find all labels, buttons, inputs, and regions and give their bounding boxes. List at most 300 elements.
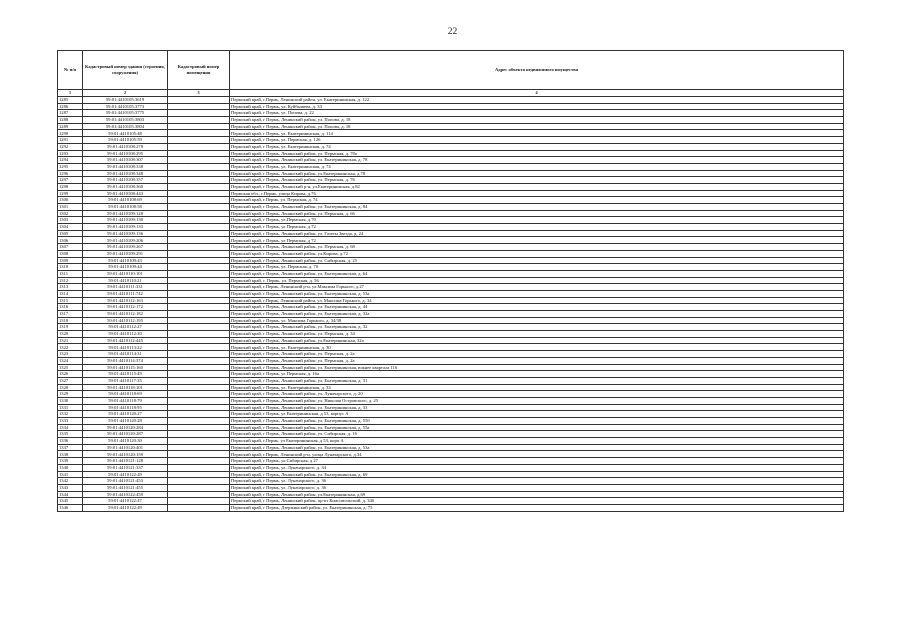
table-row — [58, 264, 844, 271]
address-cell: Пермский край, г Пермь, Ленинский район, пр-кт Комсомольский, д. 34б — [230, 498, 844, 505]
row-number: 1296 — [58, 170, 83, 177]
building-cadastral-number: 59:01:4410122:49 — [83, 471, 168, 478]
building-cadastral-number: 59:01:4410112:182 — [83, 311, 168, 318]
address-cell: Пермский край, г Пермь, ул. Екатерининская, д. 74 — [230, 163, 844, 170]
premises-cadastral-number — [168, 257, 230, 264]
row-number: 1292 — [58, 143, 83, 150]
building-cadastral-number: 59:01:4410120:287 — [83, 431, 168, 438]
property-registry-table — [57, 50, 844, 512]
building-cadastral-number: 59:01:4410105:3803 — [83, 117, 168, 124]
table-row — [58, 418, 844, 425]
address-cell: Пермский край, г Пермь, Ленинский район, ул. Екатерининская, д. 32а — [230, 311, 844, 318]
table-row — [58, 190, 844, 197]
building-cadastral-number: 59:01:4410112:163 — [83, 297, 168, 304]
row-number: 1341 — [58, 471, 83, 478]
table-row — [58, 317, 844, 324]
address-cell: Пермский край, г Пермь, ул Пермская, д. 16а — [230, 371, 844, 378]
premises-cadastral-number — [168, 284, 230, 291]
address-cell: Пермский край, г Пермь, Ленинский район, ул. Пермская, д. 2а — [230, 351, 844, 358]
row-number: 1340 — [58, 464, 83, 471]
address-cell: Пермский край, г.Пермь, Ленинский район, ул. Екатерининская, д. 122 — [230, 97, 844, 104]
table-row — [58, 237, 844, 244]
table-row — [58, 117, 844, 124]
row-number: 1314 — [58, 290, 83, 297]
row-number: 1323 — [58, 351, 83, 358]
table-row — [58, 458, 844, 465]
premises-cadastral-number — [168, 204, 230, 211]
row-number: 1298 — [58, 183, 83, 190]
row-number: 1343 — [58, 484, 83, 491]
premises-cadastral-number — [168, 357, 230, 364]
row-number: 1286 — [58, 103, 83, 110]
row-number: 1336 — [58, 438, 83, 445]
row-number: 1306 — [58, 237, 83, 244]
address-cell: Пермский край, г.Пермь, ул Екатерининская, д 53, корп А — [230, 438, 844, 445]
address-cell: Пермский край, г. Пермь, ул. Пермская, д. 56 — [230, 277, 844, 284]
premises-cadastral-number — [168, 438, 230, 445]
row-number: 1342 — [58, 478, 83, 485]
premises-cadastral-number — [168, 244, 230, 251]
row-number: 1304 — [58, 224, 83, 231]
row-number: 1345 — [58, 498, 83, 505]
row-number: 1287 — [58, 110, 83, 117]
building-cadastral-number: 59:01:4410108:357 — [83, 177, 168, 184]
building-cadastral-number: 59:01:4410110:21 — [83, 277, 168, 284]
building-cadastral-number: 59:01:4410105:3775 — [83, 110, 168, 117]
table-row — [58, 371, 844, 378]
address-cell: Пермский край, г Пермь, Ленинский район, ул.Екатерининская, д.69 — [230, 491, 844, 498]
table-row — [58, 183, 844, 190]
building-cadastral-number: 59:01:4410111:331 — [83, 284, 168, 291]
row-number: 1344 — [58, 491, 83, 498]
building-cadastral-number: 59:01:4410117:35 — [83, 377, 168, 384]
column-number-row — [58, 90, 844, 97]
address-cell: Пермский край, г Пермь, ул. Екатерининская, д. 74 — [230, 143, 844, 150]
table-row — [58, 377, 844, 384]
header-premises-cadastral: Кадастровый номер помещения — [168, 51, 230, 90]
building-cadastral-number: 59:01:4410112:27 — [83, 324, 168, 331]
table-row — [58, 157, 844, 164]
table-row — [58, 424, 844, 431]
building-cadastral-number: 59:01:4410108:443 — [83, 190, 168, 197]
premises-cadastral-number — [168, 471, 230, 478]
table-row — [58, 277, 844, 284]
table-row — [58, 431, 844, 438]
premises-cadastral-number — [168, 384, 230, 391]
address-cell: Пермский край, г Пермь, Ленинский район, ул. Екатерининская, д. 78 — [230, 157, 844, 164]
address-cell: Пермский край, г Пермь, ул. Максима Горького, д. 34/38 — [230, 317, 844, 324]
address-cell: Пермский край, г Пермь, Ленинский район, ул. Сибирская, д. 25 — [230, 257, 844, 264]
building-cadastral-number: 59:01:4410109:136 — [83, 230, 168, 237]
row-number: 1315 — [58, 297, 83, 304]
table-row — [58, 110, 844, 117]
premises-cadastral-number — [168, 157, 230, 164]
building-cadastral-number: 59:01:4410109:128 — [83, 210, 168, 217]
address-cell: Пермский край, г Пермь, ул. Луначарского, д. 36 — [230, 484, 844, 491]
table-row — [58, 397, 844, 404]
premises-cadastral-number — [168, 478, 230, 485]
address-cell: Пермский край, г Пермь, ул. Екатерининская, д. 114 — [230, 130, 844, 137]
premises-cadastral-number — [168, 237, 230, 244]
building-cadastral-number: 59:01:4410112:445 — [83, 337, 168, 344]
row-number: 1330 — [58, 397, 83, 404]
address-cell: Пермский край, г Пермь, Ленинский район, ул. Екатерининская, д. 31 — [230, 377, 844, 384]
premises-cadastral-number — [168, 404, 230, 411]
row-number: 1285 — [58, 97, 83, 104]
building-cadastral-number: 59:01:4410122:47 — [83, 498, 168, 505]
address-cell: Пермский край, г Пермь, ул Пермская, д 72 — [230, 224, 844, 231]
row-number: 1293 — [58, 150, 83, 157]
address-cell: Пермский край, г Пермь, Ленинский район, ул. Екатерининская, д. 33 — [230, 404, 844, 411]
table-row — [58, 324, 844, 331]
row-number: 1300 — [58, 197, 83, 204]
address-cell: Пермский край, г.Пермь, Ленинский район, ул. Максима Горького, д. 34 — [230, 297, 844, 304]
address-cell: Пермский край, г Пермь, Ленинский район, ул. Екатерининская, д. 64 — [230, 270, 844, 277]
table-row — [58, 170, 844, 177]
premises-cadastral-number — [168, 137, 230, 144]
address-cell: Пермский край, г Пермь, Ленинский район, ул. Екатерининская, д. 69 — [230, 471, 844, 478]
table-row — [58, 163, 844, 170]
address-cell: Пермский край, г Пермь, ул. Екатерининская, д. 33 — [230, 384, 844, 391]
row-number: 1291 — [58, 137, 83, 144]
row-number: 1310 — [58, 264, 83, 271]
premises-cadastral-number — [168, 371, 230, 378]
address-cell: Пермский край, г Пермь, Ленинский район, ул. Николая Островского, д. 25 — [230, 397, 844, 404]
building-cadastral-number: 59:01:4410110:101 — [83, 270, 168, 277]
row-number: 1317 — [58, 311, 83, 318]
address-cell: Пермский край, г Пермь, Ленинский район, ул. Екатерининская, д. 32 — [230, 324, 844, 331]
building-cadastral-number: 59:01:4410122:459 — [83, 491, 168, 498]
row-number: 1294 — [58, 157, 83, 164]
building-cadastral-number: 59:01:4410109:130 — [83, 217, 168, 224]
address-cell: Пермский край, г Пермь, Ленинский район, ул. Екатерининская, д. 55б — [230, 418, 844, 425]
premises-cadastral-number — [168, 117, 230, 124]
table-row — [58, 478, 844, 485]
column-number: 3 — [168, 90, 230, 97]
premises-cadastral-number — [168, 170, 230, 177]
table-row — [58, 304, 844, 311]
header-address: Адрес объекта недвижимого имущества — [230, 51, 844, 90]
row-number: 1337 — [58, 444, 83, 451]
address-cell: Пермский край, г Пермь, ул Екатерининская, д 53, корпус А — [230, 411, 844, 418]
address-cell: Пермский край, г Пермь, ул.Пермская, д.70 — [230, 217, 844, 224]
premises-cadastral-number — [168, 130, 230, 137]
premises-cadastral-number — [168, 163, 230, 170]
premises-cadastral-number — [168, 224, 230, 231]
building-cadastral-number: 59:01:4410114:374 — [83, 357, 168, 364]
address-cell: Пермский край, г Пермь, Ленинский район, ул. Попова, д. 18 — [230, 123, 844, 130]
address-cell: Пермский край, г Пермь, Ленинский район, ул.Екатерининская, 32а — [230, 337, 844, 344]
row-number: 1320 — [58, 331, 83, 338]
premises-cadastral-number — [168, 484, 230, 491]
address-cell: Пермский край, г Пермь, Ленинский район, ул. Сибирская, д. 16 — [230, 431, 844, 438]
table-row — [58, 123, 844, 130]
premises-cadastral-number — [168, 97, 230, 104]
building-cadastral-number: 59:01:4410120:28 — [83, 418, 168, 425]
table-row — [58, 464, 844, 471]
building-cadastral-number: 59:01:4410118:79 — [83, 397, 168, 404]
table-row — [58, 177, 844, 184]
row-number: 1327 — [58, 377, 83, 384]
row-number: 1295 — [58, 163, 83, 170]
address-cell: Пермский край, г Пермь, Ленинский район, ул. Екатерининская, д. 44 — [230, 304, 844, 311]
address-cell: Пермский край, г Пермь, Ленинский р-н, ул.Екатерининская, д.82 — [230, 183, 844, 190]
premises-cadastral-number — [168, 418, 230, 425]
address-cell: Пермский край, г Пермь, ул. Куйбышева, д. 33 — [230, 103, 844, 110]
premises-cadastral-number — [168, 424, 230, 431]
table-row — [58, 297, 844, 304]
row-number: 1329 — [58, 391, 83, 398]
table-row — [58, 137, 844, 144]
building-cadastral-number: 59:01:4410121:455 — [83, 484, 168, 491]
building-cadastral-number: 59:01:4410112:30 — [83, 331, 168, 338]
building-cadastral-number: 59:01:4410108:295 — [83, 150, 168, 157]
address-cell: Пермский край, г Пермь, ул. Луначарского, д. 34 — [230, 464, 844, 471]
premises-cadastral-number — [168, 304, 230, 311]
address-cell: Пермский край, г Пермь, ул. Пермская, д. 126 — [230, 137, 844, 144]
address-cell: Пермский край, г Пермь, Ленинский район, ул. Пермская, д. 66 — [230, 210, 844, 217]
column-number: 1 — [58, 90, 83, 97]
table-row — [58, 404, 844, 411]
premises-cadastral-number — [168, 190, 230, 197]
premises-cadastral-number — [168, 337, 230, 344]
premises-cadastral-number — [168, 143, 230, 150]
address-cell: Пермский край, г Пермь, Ленинский район, ул. Пермская, д. 78а — [230, 150, 844, 157]
row-number: 1303 — [58, 217, 83, 224]
table-row — [58, 451, 844, 458]
building-cadastral-number: 59:01:4410105:3773 — [83, 103, 168, 110]
building-cadastral-number: 59:01:4410109:43 — [83, 257, 168, 264]
building-cadastral-number: 59:01:4410120:30 — [83, 438, 168, 445]
building-cadastral-number: 59:01:4410114:31 — [83, 351, 168, 358]
address-cell: Пермский край, г Пермь, ул Сибирская, д 27 — [230, 458, 844, 465]
building-cadastral-number: 59:01:4410108:58 — [83, 204, 168, 211]
table-row — [58, 150, 844, 157]
row-number: 1334 — [58, 424, 83, 431]
row-number: 1290 — [58, 130, 83, 137]
row-number: 1311 — [58, 270, 83, 277]
address-cell: Пермский край, г Пермь, ул. Луначарского, д. 36 — [230, 478, 844, 485]
premises-cadastral-number — [168, 317, 230, 324]
address-cell: Пермский край, г Пермь, Ленинский район, ул. Попова, д. 18 — [230, 117, 844, 124]
row-number: 1318 — [58, 317, 83, 324]
row-number: 1324 — [58, 357, 83, 364]
building-cadastral-number: 59:01:4410111:742 — [83, 290, 168, 297]
premises-cadastral-number — [168, 110, 230, 117]
building-cadastral-number: 59:01:4410112:195 — [83, 317, 168, 324]
row-number: 1309 — [58, 257, 83, 264]
building-cadastral-number: 59:01:4410115:160 — [83, 364, 168, 371]
table-row — [58, 311, 844, 318]
table-row — [58, 384, 844, 391]
premises-cadastral-number — [168, 123, 230, 130]
column-number: 4 — [230, 90, 844, 97]
premises-cadastral-number — [168, 504, 230, 511]
building-cadastral-number: 59:01:4410108:360 — [83, 183, 168, 190]
building-cadastral-number: 59:01:4410120:27 — [83, 411, 168, 418]
building-cadastral-number: 59:01:4410113:22 — [83, 344, 168, 351]
table-row — [58, 250, 844, 257]
premises-cadastral-number — [168, 397, 230, 404]
header-row-number: № п/п — [58, 51, 83, 90]
address-cell: Пермский край, г Пермь, Ленинский район, ул.Екатерининская, д.78 — [230, 170, 844, 177]
header-building-cadastral: Кадастровый номер здания (строения, сооружения) — [83, 51, 168, 90]
premises-cadastral-number — [168, 331, 230, 338]
building-cadastral-number: 59:01:4410108:307 — [83, 157, 168, 164]
building-cadastral-number: 59:01:4410109:267 — [83, 244, 168, 251]
premises-cadastral-number — [168, 444, 230, 451]
table-row — [58, 364, 844, 371]
table-row — [58, 444, 844, 451]
row-number: 1325 — [58, 364, 83, 371]
table-row — [58, 411, 844, 418]
address-cell: Пермский край, г Пермь, Ленинский район, ул. Пермская, д. 68 — [230, 244, 844, 251]
premises-cadastral-number — [168, 277, 230, 284]
address-cell: Пермский край, г Пермь, Ленинский район, ул. Пермская, д. 34 — [230, 331, 844, 338]
premises-cadastral-number — [168, 297, 230, 304]
address-cell: Пермский край, г Пермь, ул. Попова, д. 22 — [230, 110, 844, 117]
building-cadastral-number: 59:01:4410108:278 — [83, 143, 168, 150]
table-row — [58, 438, 844, 445]
table-row — [58, 224, 844, 231]
header-row — [58, 51, 844, 90]
address-cell: Пермская обл., г.Пермь, улица Кирова, д.76 — [230, 190, 844, 197]
premises-cadastral-number — [168, 458, 230, 465]
address-cell: Пермский край, г Пермь, Ленинский район, ул. Газеты Звезда, д. 24 — [230, 230, 844, 237]
row-number: 1302 — [58, 210, 83, 217]
table-row — [58, 344, 844, 351]
row-number: 1331 — [58, 404, 83, 411]
premises-cadastral-number — [168, 210, 230, 217]
row-number: 1346 — [58, 504, 83, 511]
premises-cadastral-number — [168, 250, 230, 257]
premises-cadastral-number — [168, 217, 230, 224]
table-row — [58, 491, 844, 498]
table-row — [58, 210, 844, 217]
address-cell: Пермский край, г Пермь, ул. Екатерининская, д. 30 — [230, 344, 844, 351]
address-cell: Пермский край, г Пермь, ул. Пермская, д. 70 — [230, 264, 844, 271]
address-cell: Пермский край, г.Пермь, Ленинский р-н, улица Луначарского, д.34 — [230, 451, 844, 458]
building-cadastral-number: 59:01:4410112:172 — [83, 304, 168, 311]
address-cell: Пермский край, г Пермь, Ленинский район, ул. Екатерининская, южнее квартала 116 — [230, 364, 844, 371]
premises-cadastral-number — [168, 230, 230, 237]
table-row — [58, 230, 844, 237]
premises-cadastral-number — [168, 451, 230, 458]
building-cadastral-number: 59:01:4410120:401 — [83, 444, 168, 451]
address-cell: Пермский край, г Пермь, Ленинский район, ул.Кирова, д.72 — [230, 250, 844, 257]
row-number: 1313 — [58, 284, 83, 291]
building-cadastral-number: 59:01:4410108:69 — [83, 197, 168, 204]
table-row — [58, 351, 844, 358]
building-cadastral-number: 59:01:4410121:453 — [83, 478, 168, 485]
table-row — [58, 471, 844, 478]
address-cell: Пермский край, г Пермь, Ленинский район, ул. Пермская, д. 2а — [230, 357, 844, 364]
table-row — [58, 290, 844, 297]
building-cadastral-number: 59:01:4410108:338 — [83, 163, 168, 170]
building-cadastral-number: 59:01:4410109:44 — [83, 264, 168, 271]
row-number: 1321 — [58, 337, 83, 344]
row-number: 1335 — [58, 431, 83, 438]
table-row — [58, 97, 844, 104]
row-number: 1307 — [58, 244, 83, 251]
premises-cadastral-number — [168, 324, 230, 331]
address-cell: Пермский край, г Пермь, Ленинский район, ул. Екатерининская, д. 53а — [230, 444, 844, 451]
row-number: 1308 — [58, 250, 83, 257]
premises-cadastral-number — [168, 351, 230, 358]
building-cadastral-number: 59:01:4410105:3804 — [83, 123, 168, 130]
building-cadastral-number: 59:01:4410109:206 — [83, 237, 168, 244]
table-row — [58, 337, 844, 344]
row-number: 1339 — [58, 458, 83, 465]
row-number: 1332 — [58, 411, 83, 418]
row-number: 1305 — [58, 230, 83, 237]
address-cell: Пермский край, г.Пермь, ул. Пермская, д. 74 — [230, 197, 844, 204]
building-cadastral-number: 59:01:4410118:69 — [83, 391, 168, 398]
building-cadastral-number: 59:01:4410109:291 — [83, 250, 168, 257]
row-number: 1288 — [58, 117, 83, 124]
row-number: 1299 — [58, 190, 83, 197]
row-number: 1322 — [58, 344, 83, 351]
table-row — [58, 284, 844, 291]
address-cell: Пермский край, г Пермь, Ленинский район, ул. Екатерининская, д. 53а — [230, 290, 844, 297]
building-cadastral-number: 59:01:4410105:3619 — [83, 97, 168, 104]
table-row — [58, 103, 844, 110]
page-number: 22 — [447, 27, 458, 37]
building-cadastral-number: 59:01:4410121:337 — [83, 464, 168, 471]
premises-cadastral-number — [168, 344, 230, 351]
premises-cadastral-number — [168, 103, 230, 110]
premises-cadastral-number — [168, 431, 230, 438]
premises-cadastral-number — [168, 270, 230, 277]
address-cell: Пермский край, г Пермь, Ленинский район, ул. Пермская, д. 76 — [230, 177, 844, 184]
premises-cadastral-number — [168, 290, 230, 297]
premises-cadastral-number — [168, 411, 230, 418]
row-number: 1326 — [58, 371, 83, 378]
row-number: 1319 — [58, 324, 83, 331]
premises-cadastral-number — [168, 391, 230, 398]
table-row — [58, 143, 844, 150]
row-number: 1316 — [58, 304, 83, 311]
table-row — [58, 130, 844, 137]
address-cell: Пермский край, г Пермь, ул Пермская, д 72 — [230, 237, 844, 244]
address-cell: Пермский край, г Пермь, Ленинский район, ул. Екатерининская, д. 55а — [230, 424, 844, 431]
building-cadastral-number: 59:01:4410109:133 — [83, 224, 168, 231]
building-cadastral-number: 59:01:4410120:284 — [83, 424, 168, 431]
building-cadastral-number: 59:01:4410118:95 — [83, 404, 168, 411]
building-cadastral-number: 59:01:4410122:49 — [83, 504, 168, 511]
address-cell: Пермский край, г.Пермь, Ленинский р-н, ул.Максима Горького, д.27 — [230, 284, 844, 291]
table-row — [58, 257, 844, 264]
table-row — [58, 498, 844, 505]
building-cadastral-number: 59:01:4410115:49 — [83, 371, 168, 378]
premises-cadastral-number — [168, 177, 230, 184]
premises-cadastral-number — [168, 498, 230, 505]
address-cell: Пермский край, г Пермь, Ленинский район, ул. Екатерининская, д. 84 — [230, 204, 844, 211]
row-number: 1297 — [58, 177, 83, 184]
building-cadastral-number: 59:01:4410118:101 — [83, 384, 168, 391]
premises-cadastral-number — [168, 183, 230, 190]
address-cell: Пермский край, г Пермь, Дзержинский район, ул. Екатерининская, д. 75 — [230, 504, 844, 511]
premises-cadastral-number — [168, 491, 230, 498]
table-row — [58, 504, 844, 511]
building-cadastral-number: 59:01:4410120:159 — [83, 451, 168, 458]
premises-cadastral-number — [168, 377, 230, 384]
table-row — [58, 270, 844, 277]
table-row — [58, 244, 844, 251]
row-number: 1338 — [58, 451, 83, 458]
row-number: 1312 — [58, 277, 83, 284]
address-cell: Пермский край, г Пермь, Ленинский район, ул. Луначарского, д. 20 — [230, 391, 844, 398]
